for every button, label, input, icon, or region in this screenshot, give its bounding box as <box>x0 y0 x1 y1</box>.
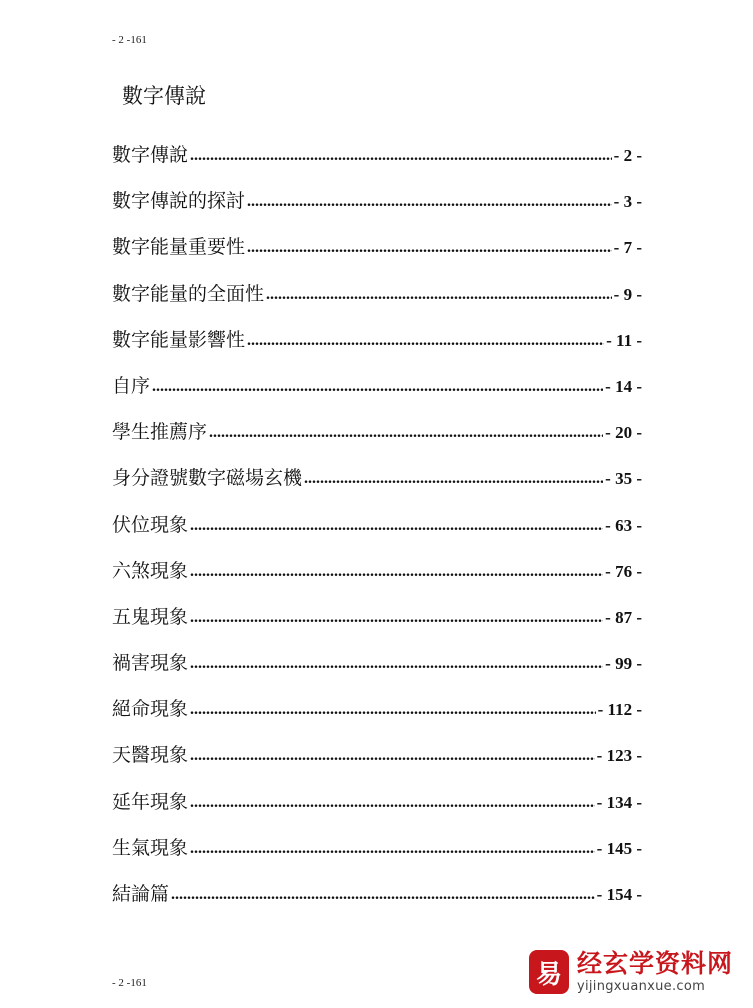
toc-entry-title: 天醫現象 <box>112 744 189 767</box>
watermark <box>529 950 733 994</box>
toc-dot-leader <box>190 733 595 779</box>
toc-entry[interactable] <box>112 409 642 455</box>
toc-entry[interactable] <box>112 224 642 270</box>
toc-entry[interactable] <box>112 502 642 548</box>
page-footer: - 2 -161 <box>112 977 147 989</box>
toc-entry-page: - 112 - <box>597 700 642 720</box>
toc-entry-page: - 11 - <box>606 330 642 350</box>
toc-entry-page: - 63 - <box>605 515 642 535</box>
toc-entry-page: - 76 - <box>605 561 642 581</box>
toc-dot-leader <box>190 595 603 641</box>
toc-dot-leader <box>171 872 595 918</box>
document-title: 數字傳說 <box>122 84 206 108</box>
toc-dot-leader <box>190 641 603 687</box>
toc-dot-leader <box>190 549 603 595</box>
toc-dot-leader <box>152 364 603 410</box>
toc-entry-title: 自序 <box>112 374 151 397</box>
toc-entry[interactable] <box>112 548 642 594</box>
toc-dot-leader <box>266 272 612 318</box>
toc-entry-page: - 123 - <box>596 746 642 766</box>
toc-entry[interactable] <box>112 732 642 778</box>
toc-entry[interactable] <box>112 271 642 317</box>
toc-entry-title: 數字能量的全面性 <box>112 282 265 305</box>
toc-entry-title: 延年現象 <box>112 790 189 813</box>
toc-entry-title: 六煞現象 <box>112 559 189 582</box>
toc-dot-leader <box>190 826 595 872</box>
toc-entry-title: 五鬼現象 <box>112 605 189 628</box>
toc-entry-title: 數字傳說 <box>112 144 189 166</box>
toc-dot-leader <box>247 225 612 271</box>
toc-entry[interactable] <box>112 317 642 363</box>
toc-entry[interactable] <box>112 686 642 732</box>
toc-entry-page: - 14 - <box>605 376 642 396</box>
toc-entry-page: - 87 - <box>605 607 642 627</box>
watermark-site-name: 经玄学资料网 <box>576 949 733 978</box>
toc-dot-leader <box>247 318 604 364</box>
toc-entry-title: 學生推薦序 <box>112 421 208 444</box>
toc-entry-title: 數字傳說的探討 <box>112 190 246 213</box>
toc-dot-leader <box>190 133 612 179</box>
table-of-contents <box>112 132 642 917</box>
toc-entry[interactable] <box>112 779 642 825</box>
toc-entry[interactable] <box>112 363 642 409</box>
toc-entry-title: 結論篇 <box>112 883 170 905</box>
toc-entry-page: - 3 - <box>613 192 642 212</box>
toc-entry-page: - 35 - <box>605 469 642 489</box>
toc-entry[interactable] <box>112 640 642 686</box>
watermark-logo-icon: 易 <box>529 950 569 994</box>
toc-entry-page: - 145 - <box>596 838 642 858</box>
toc-entry-title: 數字能量影響性 <box>112 328 246 351</box>
watermark-text <box>577 951 733 993</box>
toc-dot-leader <box>190 780 595 826</box>
toc-entry-title: 數字能量重要性 <box>112 236 246 259</box>
toc-entry[interactable] <box>112 594 642 640</box>
toc-entry-title: 絕命現象 <box>112 698 189 721</box>
toc-dot-leader <box>190 687 596 733</box>
watermark-site-url: yijingxuanxue.com <box>576 979 706 994</box>
toc-entry[interactable] <box>112 455 642 501</box>
toc-dot-leader <box>304 456 603 502</box>
toc-entry-title: 身分證號數字磁場玄機 <box>112 467 303 490</box>
toc-entry[interactable] <box>112 132 642 178</box>
toc-entry-page: - 154 - <box>596 885 642 904</box>
toc-entry[interactable] <box>112 871 642 917</box>
toc-dot-leader <box>209 410 603 456</box>
toc-entry[interactable] <box>112 178 642 224</box>
toc-entry-page: - 20 - <box>605 423 642 443</box>
toc-entry-title: 生氣現象 <box>112 836 189 859</box>
toc-entry-page: - 99 - <box>605 654 642 674</box>
toc-dot-leader <box>190 503 603 549</box>
toc-entry-page: - 9 - <box>613 284 642 304</box>
toc-entry-page: - 134 - <box>596 792 642 812</box>
toc-entry-title: 禍害現象 <box>112 652 189 675</box>
toc-entry-page: - 7 - <box>613 238 642 258</box>
page-header: - 2 -161 <box>112 34 147 46</box>
toc-entry[interactable] <box>112 825 642 871</box>
toc-dot-leader <box>247 179 612 225</box>
toc-entry-page: - 2 - <box>613 146 642 165</box>
toc-entry-title: 伏位現象 <box>112 513 189 536</box>
